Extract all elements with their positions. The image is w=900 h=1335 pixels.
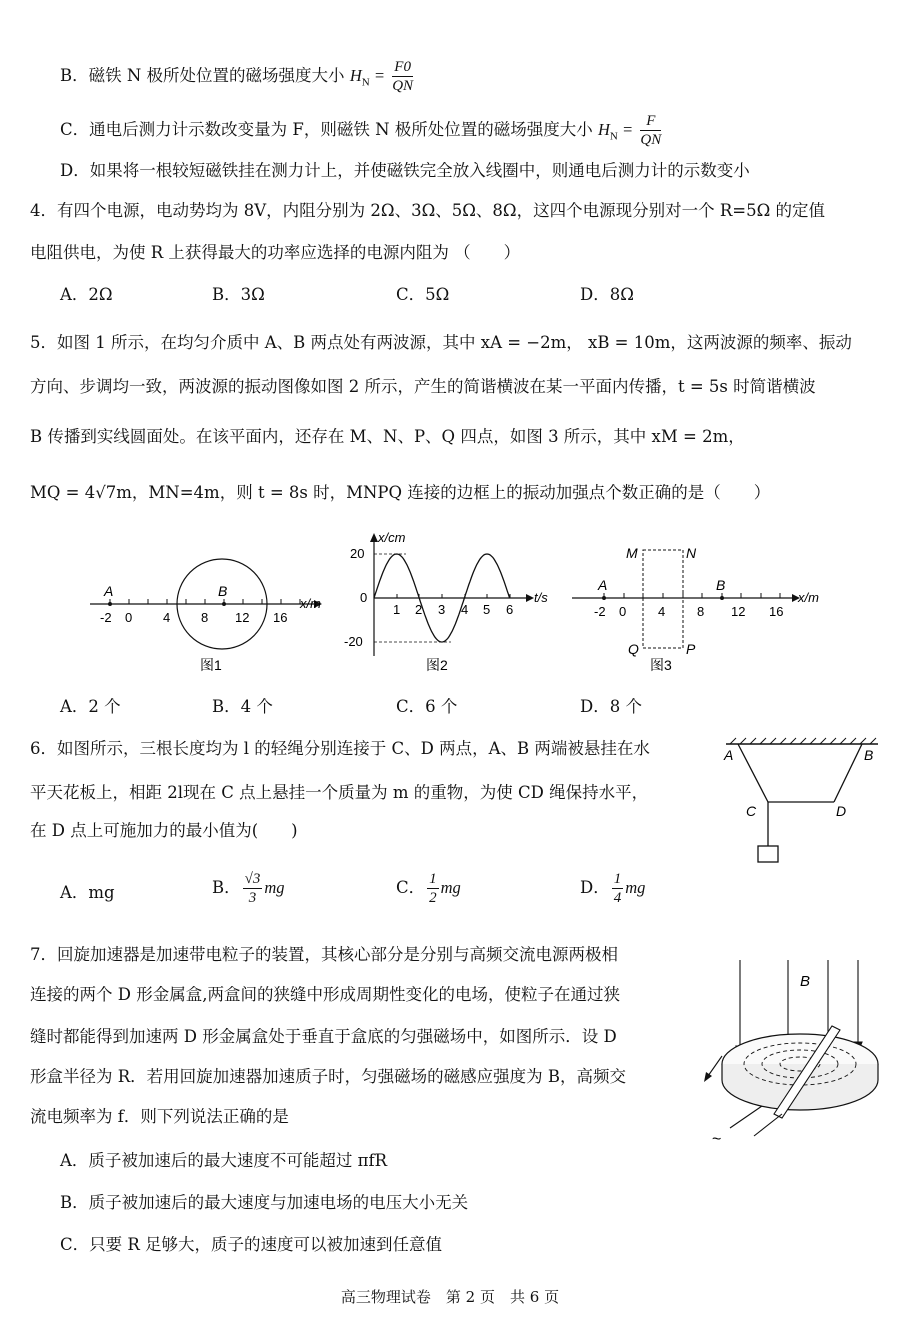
- q7-option-c: C．只要 R 足够大，质子的速度可以被加速到任意值: [60, 1235, 443, 1254]
- q4-stem-line1: 4．有四个电源，电动势均为 8V，内阻分别为 2Ω、3Ω、5Ω、8Ω，这四个电源现分别对一个 R=5Ω 的定值: [30, 201, 826, 220]
- q7-lead-1: [730, 1106, 762, 1128]
- q7-stem-line1: 7．回旋加速器是加速带电粒子的装置，其核心部分是分别与高频交流电源两极相: [30, 945, 618, 964]
- fig3-tick--2: -2: [594, 604, 606, 619]
- q5-stem-line2: 方向、步调均一致，两波源的振动图像如图 2 所示，产生的简谐横波在某一平面内传播，t = 5s 时简谐横波: [30, 377, 816, 396]
- q4-stem-line2: 电阻供电，为使 R 上获得最大的功率应选择的电源内阻为 （ ）: [30, 243, 521, 262]
- q5-figure-3: [568, 540, 828, 680]
- q6-stem-line3: 在 D 点上可施加力的最小值为( ): [30, 821, 298, 840]
- q3-option-b-text: B．磁铁 N 极所处位置的磁场强度大小: [60, 66, 345, 85]
- q6-option-c: C． $\frac{1}{2}$ mg: [396, 871, 461, 906]
- page-footer: 高三物理试卷 第 2 页 共 6 页: [340, 1288, 560, 1306]
- fig2-caption: 图2: [426, 657, 448, 673]
- fig3-point-a-dot: [602, 596, 606, 600]
- fig2-y-label: x/cm: [378, 530, 406, 545]
- fig3-mnpq-rectangle: [643, 550, 683, 648]
- fig2-t-arrow: [526, 594, 534, 602]
- q7-stem-line4: 形盒半径为 R．若用回旋加速器加速质子时，匀强磁场的磁感应强度为 B，高频交: [30, 1067, 627, 1086]
- fig3-tick-12: 12: [731, 604, 746, 619]
- fig1-axis-label: x/m: [300, 596, 321, 611]
- fig1-tick--2: -2: [100, 610, 112, 625]
- q7-option-b: B．质子被加速后的最大速度与加速电场的电压大小无关: [60, 1193, 469, 1212]
- q5-option-d: D．8 个: [580, 697, 642, 716]
- q6-rope-ac: [738, 744, 768, 802]
- fig2-xtick-3: 3: [438, 602, 446, 617]
- q7-label-b: B: [800, 973, 811, 990]
- q4-option-c: C．5Ω: [396, 285, 450, 304]
- fig1-caption: 图1: [200, 657, 222, 673]
- fig1-point-b-dot: [222, 602, 226, 606]
- fig2-xtick-2: 2: [415, 602, 423, 617]
- fig1-point-a-dot: [108, 602, 112, 606]
- q3-option-c-symbol: $H_N$ =: [598, 120, 634, 143]
- q5-option-c: C．6 个: [396, 697, 458, 716]
- q3-option-c-fraction: $\frac{F}{QN}$: [640, 113, 662, 148]
- q5-stem-line4: MQ = 4√7m，MN=4m，则 t = 8s 时，MNPQ 连接的边框上的振动加强点个数正确的是（ ）: [30, 483, 771, 502]
- fig1-tick-8: 8: [201, 610, 209, 625]
- fig1-label-a: A: [104, 583, 114, 599]
- q3-option-c: [60, 112, 663, 149]
- fig2-xtick-5: 5: [483, 602, 491, 617]
- q3-option-c-text: C．通电后测力计示数改变量为 F，则磁铁 N 极所处位置的磁场强度大小: [60, 120, 593, 139]
- fig2-xtick-6: 6: [506, 602, 514, 617]
- fig3-tick-0: 0: [619, 604, 627, 619]
- q3-option-d: D．如果将一根较短磁铁挂在测力计上，并使磁铁完全放入线圈中，则通电后测力计的示数变小: [60, 161, 750, 180]
- q5-figure-2: [338, 530, 560, 680]
- fig2-y-arrow: [370, 533, 378, 542]
- q7-exit-arrow: [704, 1072, 712, 1082]
- q6-label-d: D: [836, 803, 847, 819]
- fig3-tick-4: 4: [658, 604, 666, 619]
- q7-stem-line3: 缝时都能得到加速两 D 形金属盒处于垂直于盒底的匀强磁场中，如图所示．设 D: [30, 1027, 617, 1046]
- q6-stem-line1: 6．如图所示，三根长度均为 l 的轻绳分别连接于 C、D 两点，A、B 两端被悬挂在水: [30, 739, 650, 758]
- q6-label-a: A: [724, 747, 734, 763]
- q7-stem-line2: 连接的两个 D 形金属盒,两盒间的狭缝中形成周期性变化的电场，使粒子在通过狭: [30, 985, 620, 1004]
- fig3-label-b: B: [716, 577, 726, 593]
- q6-stem-line2: 平天花板上，相距 2l现在 C 点上悬挂一个质量为 m 的重物，为使 CD 绳保持水平，: [30, 783, 649, 802]
- q6-option-a: A．mg: [60, 883, 115, 902]
- fig2-ytick-0: 0: [360, 590, 368, 605]
- q4-option-d: D．8Ω: [580, 285, 634, 304]
- fig3-label-m: M: [626, 545, 638, 561]
- fig3-label-n: N: [686, 545, 697, 561]
- fig2-ytick--20: -20: [344, 634, 363, 649]
- fig1-tick-4: 4: [163, 610, 171, 625]
- q6-weight-block: [758, 846, 778, 862]
- q7-lead-2: [754, 1114, 782, 1136]
- q4-option-a: A．2Ω: [60, 285, 113, 304]
- q6-rope-figure: [722, 736, 882, 866]
- q6-label-b: B: [864, 747, 874, 763]
- fig3-point-b-dot: [720, 596, 724, 600]
- fig3-label-p: P: [686, 641, 696, 657]
- fig1-tick-16: 16: [273, 610, 288, 625]
- q5-option-a: A．2 个: [60, 697, 121, 716]
- fig2-xtick-4: 4: [461, 602, 469, 617]
- fig2-t-label: t/s: [534, 590, 548, 605]
- q3-option-b-symbol: $H_N$ =: [349, 66, 385, 89]
- q7-stem-line5: 流电频率为 f．则下列说法正确的是: [30, 1107, 289, 1126]
- fig3-label-q: Q: [628, 641, 639, 657]
- q7-exit-beam: [708, 1056, 722, 1076]
- q5-stem-line3: B 传播到实线圆面处。在该平面内，还存在 M、N、P、Q 四点，如图 3 所示，其中 xM = 2m，: [30, 427, 745, 446]
- fig1-label-b: B: [218, 583, 228, 599]
- fig3-tick-8: 8: [697, 604, 705, 619]
- q7-cyclotron-figure: [702, 946, 892, 1146]
- q6-rope-db: [834, 744, 862, 802]
- fig3-tick-16: 16: [769, 604, 784, 619]
- fig1-tick-12: 12: [235, 610, 250, 625]
- q3-option-b: [60, 58, 415, 95]
- q4-option-b: B．3Ω: [212, 285, 265, 304]
- q5-option-b: B．4 个: [212, 697, 273, 716]
- q6-option-b: B． $\frac{√3}{3}$ mg: [212, 871, 285, 906]
- q6-ceiling-hatch: [730, 738, 876, 744]
- fig1-tick-0: 0: [125, 610, 133, 625]
- fig2-xtick-1: 1: [393, 602, 401, 617]
- q5-stem-line1: 5．如图 1 所示，在均匀介质中 A、B 两点处有两波源，其中 xA = −2m， xB = 10m，这两波源的频率、振动: [30, 333, 852, 352]
- q3-option-b-fraction: $\frac{F0}{QN}$: [392, 59, 414, 94]
- q6-option-d: D． $\frac{1}{4}$ mg: [580, 871, 646, 906]
- q6-label-c: C: [746, 803, 757, 819]
- q7-ac-symbol: ~: [712, 1131, 722, 1146]
- fig3-axis-label: x/m: [798, 590, 819, 605]
- q7-option-a: A．质子被加速后的最大速度不可能超过 πfR: [60, 1151, 388, 1170]
- fig3-caption: 图3: [650, 657, 672, 673]
- q5-figure-1: [88, 540, 336, 680]
- fig2-ytick-20: 20: [350, 546, 365, 561]
- fig3-label-a: A: [598, 577, 608, 593]
